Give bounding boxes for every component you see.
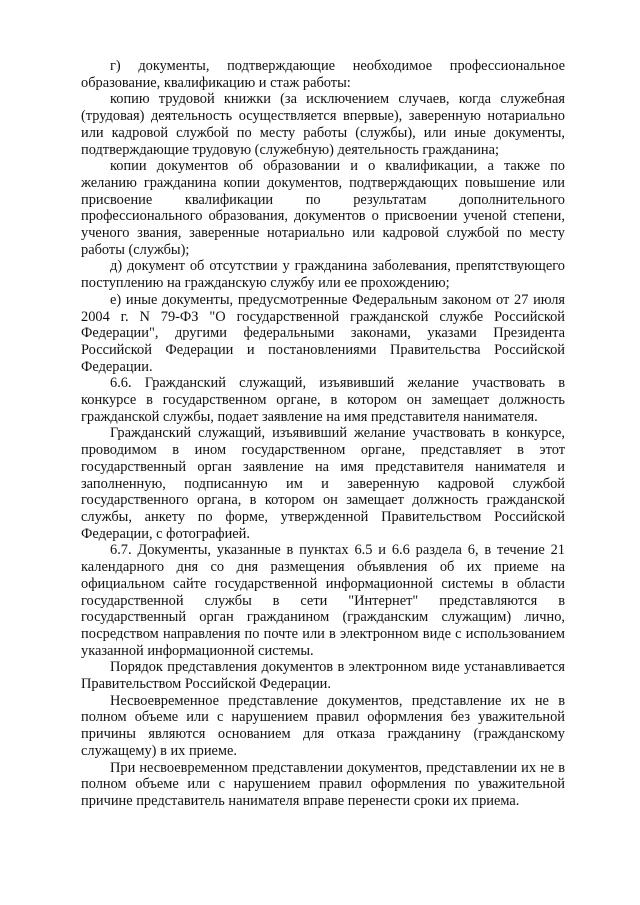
paragraph-other-agency: Гражданский служащий, изъявивший желание участвовать в конкурсе, проводимом в ином государственном органе, представляет в этот государственный орган заявление на имя представителя нанимателя и заполненную, подписанную им и заверенную кадровой службой государственного органа, в котором он замещает должность гражданской службы, анкету по форме, утвержденной Правительством Российской Федерации, с фотографией. xyxy=(81,425,565,542)
paragraph-item-e: е) иные документы, предусмотренные Федеральным законом от 27 июля 2004 г. N 79-ФЗ "О государственной гражданской службе Российской Федерации", другими федеральными законами, указами Президента Российской Федерации и постановлениями Правительства Российской Федерации. xyxy=(81,291,565,375)
paragraph-item-d: д) документ об отсутствии у гражданина заболевания, препятствующего поступлению на гражданскую службу или ее прохождению; xyxy=(81,258,565,292)
document-body xyxy=(81,58,565,810)
paragraph-deadline-extension: При несвоевременном представлении документов, представлении их не в полном объеме или с нарушением правил оформления по уважительной причине представитель нанимателя вправе перенести сроки их приема. xyxy=(81,759,565,809)
paragraph-6-6: 6.6. Гражданский служащий, изъявивший желание участвовать в конкурсе в государственном органе, в котором он замещает должность гражданской службы, подает заявление на имя представителя нанимателя. xyxy=(81,375,565,425)
paragraph-electronic-procedure: Порядок представления документов в электронном виде устанавливается Правительством Российской Федерации. xyxy=(81,659,565,693)
paragraph-work-book-copy: копию трудовой книжки (за исключением случаев, когда служебная (трудовая) деятельность осуществляется впервые), заверенную нотариально или кадровой службой по месту работы (службы), или иные документы, подтверждающие трудовую (служебную) деятельность гражданина; xyxy=(81,91,565,158)
paragraph-refusal-grounds: Несвоевременное представление документов, представление их не в полном объеме или с нарушением правил оформления без уважительной причины являются основанием для отказа гражданину (гражданскому служащему) в их приеме. xyxy=(81,692,565,759)
paragraph-6-7: 6.7. Документы, указанные в пунктах 6.5 и 6.6 раздела 6, в течение 21 календарного дня со дня размещения объявления об их приеме на официальном сайте государственной информационной системы в области государственной службы в сети "Интернет" представляются в государственный орган гражданином (гражданским служащим) лично, посредством направления по почте или в электронном виде с использованием указанной информационной системы. xyxy=(81,542,565,659)
paragraph-education-documents: копии документов об образовании и о квалификации, а также по желанию гражданина копии документов, подтверждающих повышение или присвоение квалификации по результатам дополнительного профессионального образования, документов о присвоении ученой степени, ученого звания, заверенные нотариально или кадровой службой по месту работы (службы); xyxy=(81,158,565,258)
paragraph-item-g: г) документы, подтверждающие необходимое профессиональное образование, квалификацию и стаж работы: xyxy=(81,58,565,91)
